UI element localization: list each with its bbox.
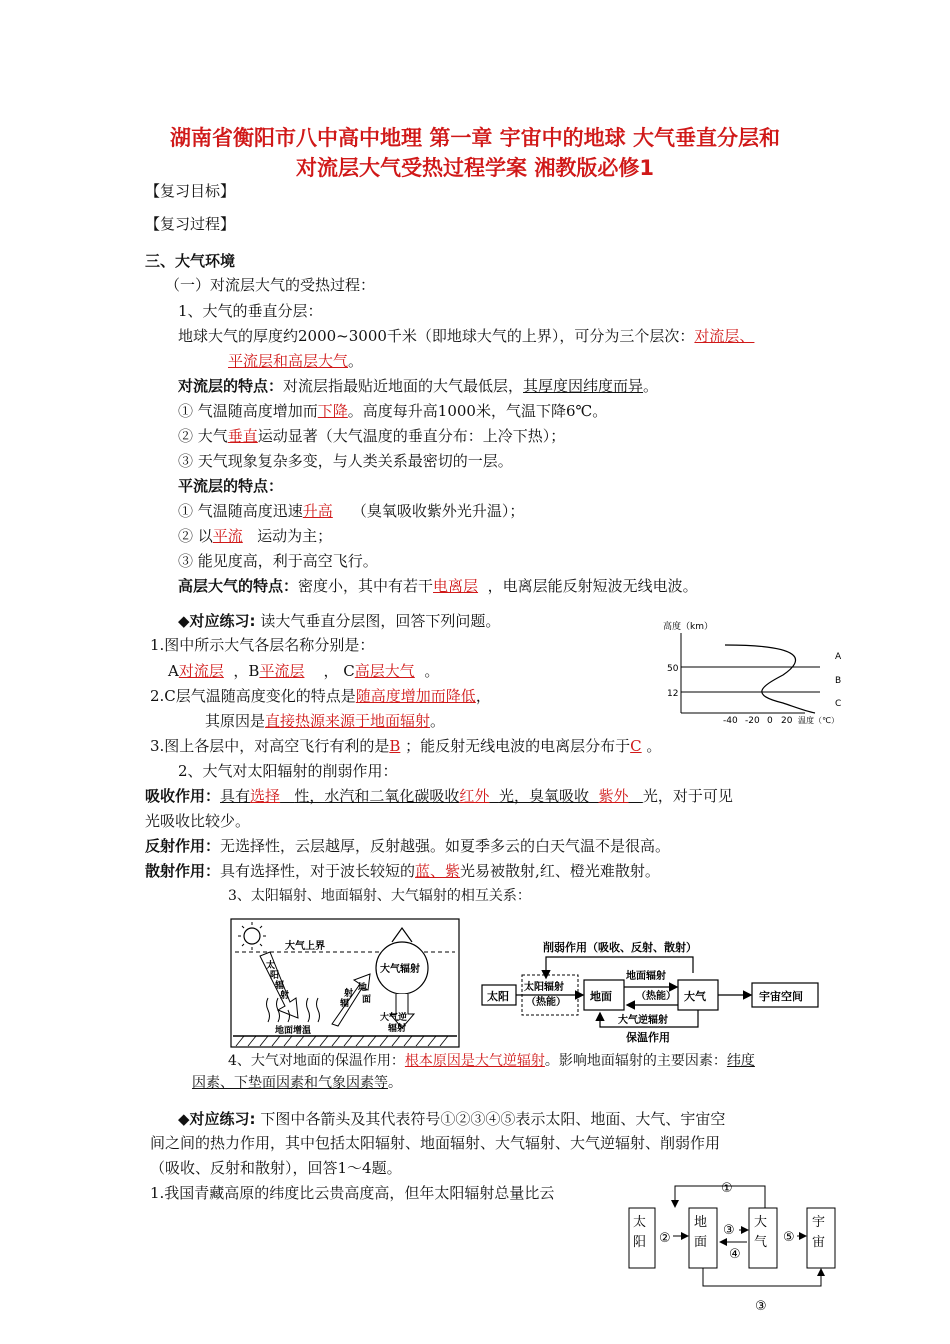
ex1-q1end: 。 — [424, 662, 440, 680]
ex2-line2: 间之间的热力作用，其中包括太阳辐射、地面辐射、大气辐射、大气逆辐射、削弱作用 — [150, 1134, 721, 1152]
ex2-l1: 下图中各箭头及其代表符号①②③④⑤表示太阳、地面、大气、宇宙空 — [260, 1110, 726, 1128]
chart-label-C: C — [835, 699, 842, 709]
ex1-q3b: ；能反射无线电波的电离层分布于 — [405, 737, 631, 755]
layers-end: 。 — [348, 352, 364, 370]
reflect-line — [145, 835, 670, 856]
trop-point2 — [178, 425, 565, 446]
ground-rad-label-1: 面 — [362, 995, 372, 1005]
absorb-ans3: 紫外 — [598, 787, 629, 805]
ex1-q1B: ，B — [233, 662, 260, 680]
ex1-q1C: ， C — [323, 662, 355, 680]
ex2-line3: （吸收、反射和散射），回答1～4题。 — [150, 1159, 402, 1177]
chart-xtick-20: 20 — [781, 716, 793, 726]
strat-p1b: （臭氧吸收紫外光升温）； — [351, 502, 525, 520]
strat-p2ans: 平流 — [212, 527, 243, 545]
item4-a: 4、大气对地面的保温作用： — [228, 1053, 405, 1069]
strat-p1a: ① 气温随高度迅速 — [178, 502, 303, 520]
reflect-text: 无选择性，云层越厚，反射越强。如夏季多云的白天气温不是很高。 — [220, 837, 671, 855]
flow-space-char-0: 宇 — [812, 1215, 826, 1230]
absorb-c: 光，臭氧吸收 — [498, 787, 589, 805]
item4-e: 。 — [388, 1075, 402, 1091]
strat-point2 — [178, 525, 332, 546]
item4-c: 纬度 — [726, 1053, 755, 1069]
chart-xtick-0: 0 — [767, 716, 773, 726]
absorb-e: 光吸收比较少。 — [145, 812, 251, 830]
layers-ans2: 平流层和高层大气 — [228, 352, 349, 370]
scatter-ans: 蓝、紫 — [415, 862, 461, 880]
exercise-flow-diagram — [625, 1178, 840, 1316]
ground-rad-label-3: 射 — [344, 989, 354, 999]
chart-ytick-12: 12 — [667, 689, 679, 699]
trop-p2a: ② 大气 — [178, 427, 228, 445]
item2: 2、大气对太阳辐射的削弱作用： — [178, 762, 398, 780]
ex1-q1Cans: 高层大气 — [354, 662, 415, 680]
sun-rad-label-1: 阳 — [270, 971, 280, 981]
item4-line1 — [228, 1050, 755, 1070]
ex1-q3ans2: C — [630, 737, 642, 755]
flow-weaken-label: 削弱作用（吸收、反射、散射） — [543, 941, 697, 954]
flow-arrow-3b — [703, 1268, 821, 1286]
absorb-b: 性，水汽和二氧化碳吸收 — [294, 787, 460, 805]
flow-c2: ② — [659, 1231, 671, 1246]
absorb-d: 光，对于可见 — [642, 787, 733, 805]
reflect-label: 反射作用： — [145, 837, 221, 855]
atm-rad-label: 大气辐射 — [380, 964, 420, 975]
flow-sunrad-label: 太阳辐射 — [524, 982, 564, 993]
scatter-line — [145, 860, 660, 881]
trop-p2b: 运动显著（大气温度的垂直分布：上冷下热）； — [257, 427, 566, 445]
upper-b: ，电离层能反射短波无线电波。 — [487, 577, 698, 595]
back-rad-label-1: 辐射 — [388, 1024, 407, 1034]
flow-keep-label: 保温作用 — [626, 1031, 670, 1044]
upper-label: 高层大气的特点： — [178, 577, 299, 595]
ex1-q2 — [150, 685, 491, 706]
ex1-q1Bans: 平流层 — [259, 662, 305, 680]
layers-ans1: 对流层、 — [694, 327, 755, 345]
heading-sub1: （一）对流层大气的受热过程： — [165, 276, 376, 294]
ex1-q2bend: 。 — [430, 712, 446, 730]
ex2-label: ◆对应练习: — [178, 1110, 256, 1128]
atm-top-label: 大气上界 — [285, 941, 325, 952]
trop-label: 对流层的特点： — [178, 377, 284, 395]
chart-label-A: A — [835, 652, 842, 662]
upper-line — [178, 575, 698, 596]
ex1-q1Aans: 对流层 — [178, 662, 224, 680]
ex1-q3a: 3.图上各层中，对高空飞行有利的是 — [150, 737, 390, 755]
ex1-text: 读大气垂直分层图，回答下列问题。 — [260, 612, 501, 630]
ex1-header — [178, 610, 500, 631]
ex1-q1: 1.图中所示大气各层名称分别是： — [150, 636, 375, 654]
strat-p1ans: 升高 — [302, 502, 333, 520]
heading-process: 【复习过程】 — [145, 215, 236, 233]
flow-c3b: ③ — [755, 1299, 767, 1314]
trop-point3: ③ 天气现象复杂多变，与人类关系最密切的一层。 — [178, 452, 513, 470]
radiation-flow-diagram — [478, 935, 823, 1045]
flow-sun-label: 太阳 — [487, 990, 509, 1003]
chart-xlabel: 温度（℃） — [798, 716, 839, 725]
ex1-q1A: A — [168, 662, 179, 680]
scatter-b: 光易被散射,红、橙光难散射。 — [460, 862, 660, 880]
flow-atm-char-0: 大 — [754, 1215, 768, 1230]
upper-ans: 电离层 — [433, 577, 479, 595]
flow-ground-char-0: 地 — [694, 1215, 708, 1230]
trop-p1a: ① 气温随高度增加而 — [178, 402, 318, 420]
flow-arrow-1 — [675, 1186, 765, 1208]
sun-rad-label-0: 太 — [266, 961, 276, 971]
ex1-q1-answers — [168, 660, 439, 681]
vertical-layer-chart — [655, 615, 865, 730]
ex1-q2bans: 直接热源来源于地面辐射 — [265, 712, 431, 730]
diagram-frame — [231, 919, 459, 1047]
chart-ytick-50: 50 — [667, 664, 679, 674]
item4-ans: 根本原因是大气逆辐射 — [404, 1053, 545, 1069]
ex1-q2end: ， — [475, 687, 491, 705]
ex1-q3ans: B — [389, 737, 401, 755]
ex1-q2a: 2.C层气温随高度变化的特点是 — [150, 687, 356, 705]
item4-b: 。影响地面辐射的主要因素： — [544, 1053, 727, 1069]
chart-ylabel: 高度（km） — [663, 622, 713, 632]
back-rad-label-0: 大气逆 — [380, 1013, 408, 1023]
doc-title-line1: 湖南省衡阳市八中高中地理 第一章 宇宙中的地球 大气垂直分层和 — [170, 126, 780, 150]
strat-point3: ③ 能见度高，利于高空飞行。 — [178, 552, 378, 570]
trop-desc3: 。 — [643, 377, 659, 395]
scatter-a: 具有选择性，对于波长较短的 — [220, 862, 416, 880]
ex1-q2b-text: 其原因是 — [205, 712, 266, 730]
trop-p1b: 。高度每升高1000米，气温下降6℃。 — [347, 402, 608, 420]
chart-xtick-m40: -40 — [723, 716, 738, 726]
trop-desc-line — [178, 375, 658, 396]
item4-line2 — [192, 1072, 402, 1092]
absorb-ans2: 红外 — [459, 787, 490, 805]
layers-intro: 地球大气的厚度约2000~3000千米（即地球大气的上界），可分为三个层次： — [178, 327, 695, 345]
ground-rad-label-0: 地 — [358, 983, 368, 993]
chart-xtick-m20: -20 — [745, 716, 760, 726]
flow-c5: ⑤ — [783, 1230, 795, 1245]
flow-atm-label: 大气 — [684, 990, 706, 1003]
item4-d: 因素、下垫面因素和气象因素等 — [192, 1075, 388, 1091]
flow-space-label: 宇宙空间 — [759, 990, 803, 1003]
strat-point1 — [178, 500, 524, 521]
doc-title-line2: 对流层大气受热过程学案 湘教版必修1 — [296, 156, 654, 180]
ground-warm-label: 地面增温 — [275, 1026, 312, 1036]
ex2-q1: 1.我国青藏高原的纬度比云贵高度高，但年太阳辐射总量比云 — [150, 1184, 555, 1202]
absorb-a: 具有 — [220, 787, 251, 805]
ex1-label: ◆对应练习: — [178, 612, 256, 630]
flow-back-label: 大气逆辐射 — [618, 1015, 668, 1026]
ground-rad-label-2: 辐 — [340, 999, 350, 1009]
sun-rad-label-3: 射 — [280, 991, 290, 1001]
sun-rad-label-2: 辐 — [275, 981, 285, 991]
chart-temperature-curve — [725, 645, 815, 713]
layers-line2 — [228, 350, 363, 371]
heading-item1: 1、大气的垂直分层： — [178, 302, 323, 320]
flow-ground-char-1: 面 — [694, 1235, 708, 1250]
upper-a: 密度小，其中有若干 — [298, 577, 434, 595]
flow-atm-char-1: 气 — [754, 1235, 768, 1250]
trop-desc2: 其厚度因纬度而异 — [523, 377, 644, 395]
absorb-ans: 选择 — [250, 787, 281, 805]
ex1-q2ans: 随高度增加而降低 — [355, 687, 476, 705]
weaken-arrow — [546, 957, 693, 977]
ex1-q3end: 。 — [646, 737, 662, 755]
flow-ground-label: 地面 — [590, 990, 612, 1003]
absorb-label: 吸收作用： — [145, 787, 221, 805]
ex1-q3 — [150, 735, 661, 756]
strat-p2a: ② 以 — [178, 527, 213, 545]
flow-sunrad-heat: （热能） — [526, 997, 566, 1008]
strat-p2b: 运动为主； — [257, 527, 333, 545]
layers-line — [178, 325, 754, 346]
ex1-q2b — [205, 710, 445, 731]
heading-section3: 三、大气环境 — [145, 252, 236, 270]
trop-desc: 对流层指最贴近地面的大气最低层， — [283, 377, 524, 395]
flow-sun-char-0: 太 — [633, 1215, 647, 1230]
absorb-line — [145, 785, 733, 806]
flow-heat-label: （热能） — [636, 991, 676, 1002]
scatter-label: 散射作用： — [145, 862, 221, 880]
trop-p1ans: 下降 — [317, 402, 348, 420]
heading-goal: 【复习目标】 — [145, 182, 236, 200]
flow-c1: ① — [721, 1181, 733, 1196]
flow-sun-char-1: 阳 — [633, 1235, 647, 1250]
radiation-picture-diagram — [230, 918, 460, 1048]
flow-space-char-1: 宙 — [812, 1235, 826, 1250]
trop-point1 — [178, 400, 607, 421]
ex2-line1 — [178, 1108, 725, 1129]
flow-c4: ④ — [729, 1247, 741, 1262]
flow-groundrad-label: 地面辐射 — [626, 971, 666, 982]
item3: 3、太阳辐射、地面辐射、大气辐射的相互关系： — [228, 888, 531, 904]
strat-label: 平流层的特点： — [178, 477, 284, 495]
chart-label-B: B — [835, 676, 842, 686]
trop-p2ans: 垂直 — [227, 427, 258, 445]
flow-c3: ③ — [723, 1223, 735, 1238]
